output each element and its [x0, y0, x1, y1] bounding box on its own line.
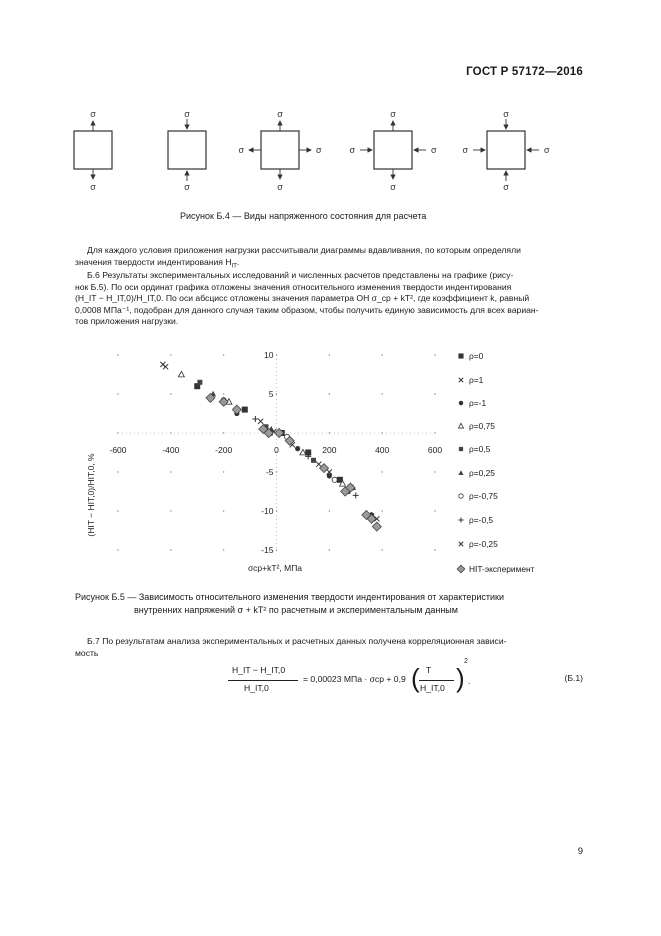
data-point [457, 565, 465, 573]
legend-marker-icon [455, 351, 467, 361]
formula-fraction-bottom: H_IT,0 [420, 683, 445, 693]
chart-xlabel: σср+kT², МПа [247, 563, 303, 573]
paragraph-b6-line-1: Б.6 Результаты экспериментальных исследований и численных расчетов представлены на графике (рису- [87, 270, 514, 280]
legend-item [455, 564, 534, 574]
grid-dot [434, 549, 435, 550]
grid-dot [434, 354, 435, 355]
legend-marker-icon [455, 515, 467, 525]
legend-item [455, 444, 490, 454]
x-tick-label: -200 [215, 445, 233, 455]
y-tick-label: -15 [261, 545, 274, 555]
paragraph-1-line-2-text: значения твердости индентирования H [75, 256, 232, 267]
sigma-label: σ [277, 109, 283, 119]
grid-dot [223, 393, 224, 394]
paragraph-b6 [75, 270, 585, 328]
data-point [458, 517, 463, 522]
data-point [160, 362, 165, 367]
grid-dot [381, 549, 382, 550]
paragraph-b7-line-2: мость [75, 647, 99, 658]
paragraph-1-line-1: Для каждого условия приложения нагрузки рассчитывали диаграммы вдавливания, по которым определяли [87, 245, 521, 255]
element-square [374, 131, 412, 169]
legend-item [455, 468, 495, 478]
formula-numerator: H_IT − H_IT,0 [232, 665, 286, 675]
sigma-label: σ [316, 145, 322, 155]
data-point [372, 522, 381, 531]
grid-dot [223, 471, 224, 472]
formula-b1: H_IT − H_IT,0 H_IT,0 = 0,00023 МПа · σср + 0,9 ( T H_IT,0 ) 2 . [228, 662, 428, 702]
legend-item [455, 351, 483, 361]
x-tick-label: -600 [109, 445, 127, 455]
grid-dot [117, 549, 118, 550]
data-point [458, 353, 463, 358]
data-point [458, 470, 463, 475]
legend-item [455, 539, 498, 549]
data-point [219, 397, 228, 406]
sigma-label: σ [184, 109, 190, 119]
sigma-label: σ [238, 145, 244, 155]
grid-dot [276, 393, 277, 394]
series-10 [206, 393, 381, 531]
formula-exponent: 2 [464, 658, 468, 665]
y-tick-label: 10 [264, 350, 274, 360]
data-point [295, 446, 300, 451]
grid-dot [170, 510, 171, 511]
formula-number: (Б.1) [564, 673, 583, 683]
data-point [459, 494, 463, 498]
data-point [197, 380, 202, 385]
grid-dot [434, 510, 435, 511]
data-point [311, 458, 316, 463]
grid-dot [170, 393, 171, 394]
data-point [320, 464, 329, 473]
grid-dot [117, 354, 118, 355]
grid-dot [381, 393, 382, 394]
legend-marker-icon [455, 444, 467, 454]
paragraph-1-line-2: значения твердости индентирования $H_{IT}$. [75, 256, 240, 270]
paragraph-b7-line-1: Б.7 По результатам анализа экспериментальных и расчетных данных получена корреляционная зависи- [87, 636, 507, 646]
y-tick-label: 5 [268, 389, 274, 399]
paragraph-b6-line-4: 0,0008 МПа⁻¹, подобран для данного случая таким образом, чтобы получить единую зависимость для всех вариан- [75, 304, 539, 315]
legend-marker-icon [455, 491, 467, 501]
sigma-label: σ [503, 109, 509, 119]
grid-dot [223, 432, 224, 433]
legend-label: ρ=1 [469, 375, 484, 385]
grid-dot [117, 393, 118, 394]
sigma-label: σ [90, 109, 96, 119]
legend-item [455, 398, 486, 408]
legend-item [455, 421, 495, 431]
series-9 [160, 362, 371, 518]
data-point [353, 492, 359, 498]
grid-dot [329, 432, 330, 433]
sigma-label: σ [90, 182, 96, 192]
legend-marker-icon [455, 421, 467, 431]
stress-diagram-5 [462, 109, 550, 192]
legend-label: ρ=0,5 [469, 444, 491, 454]
data-point [242, 407, 248, 413]
element-square [74, 131, 112, 169]
grid-dot [381, 510, 382, 511]
figure-b5-caption-line-1: Рисунок Б.5 — Зависимость относительного изменения твердости индентирования от характеристики [75, 592, 505, 602]
x-tick-label: 600 [427, 445, 443, 455]
sigma-label: σ [390, 182, 396, 192]
grid-dot [223, 510, 224, 511]
x-tick-label: 0 [274, 445, 279, 455]
chart-ylabel: (HIT − HIT,0)/HIT,0, % [86, 453, 96, 537]
data-point [332, 477, 337, 482]
stress-diagram-1 [74, 109, 112, 192]
grid-dot [329, 393, 330, 394]
legend-label: ρ=0 [469, 351, 484, 361]
sigma-label: σ [277, 182, 283, 192]
grid-dot [329, 354, 330, 355]
paragraph-1-line-2-sub: IT [231, 263, 237, 270]
x-tick-label: -400 [162, 445, 180, 455]
sigma-label: σ [462, 145, 468, 155]
legend-label: ρ=0,75 [469, 421, 495, 431]
y-tick-label: -5 [265, 467, 274, 477]
sigma-label: σ [431, 145, 437, 155]
element-square [261, 131, 299, 169]
legend-label: ρ=-0,5 [469, 515, 494, 525]
figure-b4-caption: Рисунок Б.4 — Виды напряженного состояния для расчета [180, 211, 427, 221]
figure-b5-caption-line-2: внутренних напряжений σ + kT² по расчетным и экспериментальным данным [134, 605, 458, 615]
legend-item [455, 491, 498, 501]
data-point [459, 542, 463, 546]
formula-fraction-top: T [426, 665, 432, 675]
stress-diagram-4 [349, 109, 437, 192]
grid-dot [223, 354, 224, 355]
data-point [459, 447, 463, 451]
paragraph-b6-line-2: нок Б.5). По оси ординат графика отложены значения относительного изменения твердости индентирования [75, 281, 512, 292]
data-point [459, 378, 463, 382]
formula-rhs: = 0,00023 МПа · σср + 0,9 [303, 674, 406, 684]
grid-dot [434, 393, 435, 394]
legend-marker-icon [455, 375, 467, 385]
data-point [252, 416, 258, 422]
data-point [178, 371, 184, 377]
data-point [300, 449, 306, 455]
sigma-label: σ [390, 109, 396, 119]
grid-dot [170, 471, 171, 472]
sigma-label: σ [544, 145, 550, 155]
legend-marker-icon [455, 468, 467, 478]
data-point [258, 419, 263, 424]
grid-dot [329, 510, 330, 511]
standard-number: ГОСТ Р 57172—2016 [466, 66, 583, 78]
legend-label: HIT-эксперимент [469, 564, 535, 574]
paragraph-b6-line-5: тов приложения нагрузки. [75, 316, 179, 327]
series-6 [210, 391, 356, 490]
legend-item [455, 375, 483, 385]
legend-label: ρ=-1 [469, 398, 487, 408]
grid-dot [434, 471, 435, 472]
page-number: 9 [577, 846, 583, 857]
sigma-label: σ [184, 182, 190, 192]
grid-dot [223, 549, 224, 550]
grid-dot [117, 510, 118, 511]
series-3 [234, 411, 374, 518]
legend-marker-icon [455, 398, 467, 408]
formula-denominator: H_IT,0 [244, 683, 269, 693]
data-point [232, 405, 241, 414]
grid-dot [381, 354, 382, 355]
grid-dot [170, 549, 171, 550]
paragraph-b7 [75, 636, 585, 659]
y-tick-label: -10 [261, 506, 274, 516]
stress-diagram-3 [238, 109, 322, 192]
data-point [459, 401, 463, 405]
grid-dot [117, 471, 118, 472]
data-point [458, 423, 463, 428]
formula-end: . [468, 676, 471, 686]
hardness-chart [80, 345, 450, 585]
paragraph-b6-line-3: (H_IT − H_IT,0)/H_IT,0. По оси абсцисс отложены значения параметра ОН σ_ср + kT², где коэффициент k, равный [75, 293, 530, 304]
data-point [316, 462, 321, 467]
legend-item [455, 515, 493, 525]
grid-dot [329, 549, 330, 550]
legend-label: ρ=0,25 [469, 468, 495, 478]
legend-label: ρ=-0,25 [469, 539, 498, 549]
element-square [168, 131, 206, 169]
legend-label: ρ=-0,75 [469, 491, 498, 501]
sigma-label: σ [503, 182, 509, 192]
grid-dot [170, 354, 171, 355]
sigma-label: σ [349, 145, 355, 155]
x-tick-label: 200 [322, 445, 337, 455]
element-square [487, 131, 525, 169]
grid-dot [381, 471, 382, 472]
legend-marker-icon [455, 564, 467, 574]
stress-diagram-2 [168, 109, 206, 192]
stress-state-diagrams [0, 95, 661, 205]
paragraph-1 [75, 245, 585, 273]
x-tick-label: 400 [375, 445, 390, 455]
legend-marker-icon [455, 539, 467, 549]
